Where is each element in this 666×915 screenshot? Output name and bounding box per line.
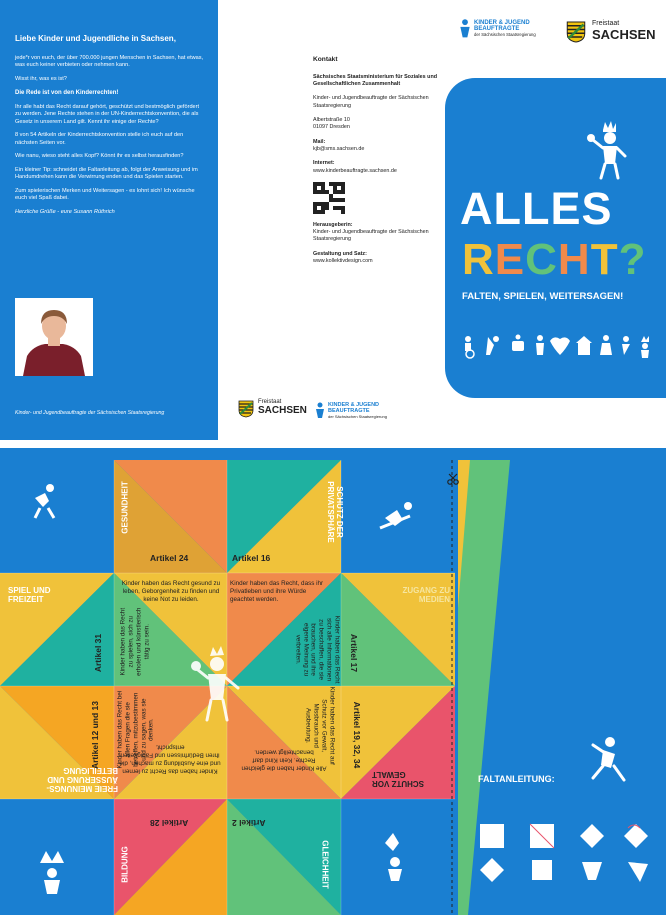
letter-paragraph: Ein kleiner Tip: schneidet die Faltanleitung ab, folgt der Anweisung und im Handumdrehen kann die Verwirrung enden und das Spielen starten. xyxy=(15,166,198,181)
contact-design xyxy=(313,251,438,266)
letter-paragraph: Zum spielerischen Merken und Weitersagen - es lohnt sich! Ich wünsche euch viel Spaß dabei. xyxy=(15,187,195,202)
contact-panel xyxy=(218,0,442,440)
cover-subtitle: FALTEN, SPIELEN, WEITERSAGEN! xyxy=(462,291,624,302)
kjb-line1: KINDER & JUGEND xyxy=(474,20,530,26)
article-17-label: Artikel 17 xyxy=(349,633,359,673)
category-meinung: FREIE MEINUNGS-ÄUSSERUNG UND BETEILIGUNG xyxy=(46,766,118,793)
contact-heading: Kontakt xyxy=(313,56,338,63)
letter-title: Liebe Kinder und Jugendliche in Sachsen, xyxy=(15,34,176,43)
portrait-caption: Kinder- und Jugendbeauftragte der Sächsischen Staatsregierung xyxy=(15,410,165,416)
child-figure-icon xyxy=(314,402,326,418)
mail-address[interactable]: kjb@sms.sachsen.de xyxy=(313,145,365,152)
folding-instructions xyxy=(480,824,648,882)
folding-instructions-title: FALTANLEITUNG: xyxy=(478,774,555,784)
title-letter: C xyxy=(525,235,558,284)
article-16-text: Kinder haben das Recht, dass ihr Privatleben und ihre Würde geachtet werden. xyxy=(230,580,324,603)
category-gleichheit: GLEICHHEIT xyxy=(320,840,330,889)
letter-paragraph: 8 von 54 Artikeln der Kinderrechtskonvention stelle ich euch auf den nächsten Seiten vor. xyxy=(15,132,184,146)
contact-publisher xyxy=(313,222,438,244)
article-19-32-34-label: Artikel 19, 32, 34 xyxy=(352,701,362,769)
internet-label: Internet: xyxy=(313,160,335,167)
sachsen-label: SACHSEN xyxy=(592,27,656,42)
contact-ministry: Sächsisches Staatsministerium für Soziales und Gesellschaftlichen Zusammenhalt xyxy=(313,73,438,88)
coat-of-arms-icon xyxy=(238,400,254,418)
article-17-text: Kinder haben das Recht sich alle Informationen zu beschaffen, die sie brauchen, und ihre eigene Meinung zu verbreiten. xyxy=(294,615,341,684)
letter-paragraph: Ihr alle habt das Recht darauf gehört, geschützt und bestmöglich gefördert zu werden. Jene Rechte stehen in der UN-Kinderrechtskonvention, die als Gesetz in unserem Land gilt. Kennt ihr einige der Rechte? xyxy=(15,103,200,125)
article-24-text: Kinder haben das Recht gesund zu leben, Geborgenheit zu finden und keine Not zu leiden. xyxy=(121,580,221,603)
kjb-line2: BEAUFTRAGTE xyxy=(328,407,370,414)
scissors-icon xyxy=(448,474,458,484)
letter-paragraph: Wisst ihr, was es ist? xyxy=(15,75,67,82)
sachsen-logo-cover xyxy=(566,20,656,49)
crowned-child-icon xyxy=(585,120,630,180)
title-letter: E xyxy=(494,235,526,284)
article-16-label: Artikel 16 xyxy=(232,553,271,563)
publisher-label: Herausgeberin: xyxy=(313,221,353,228)
pictogram-row xyxy=(460,333,655,359)
cover-title-alles: ALLES xyxy=(460,183,613,234)
internet-url[interactable]: www.kinderbeauftragte.sachsen.de xyxy=(313,167,397,174)
kjb-line1: KINDER & JUGEND xyxy=(328,402,380,408)
kjb-line2: BEAUFTRAGTE xyxy=(474,26,520,33)
article-31-label: Artikel 31 xyxy=(93,633,103,673)
letter-signature: Herzliche Grüße - eure Susann Rüthrich xyxy=(15,209,115,215)
kjb-logo-small xyxy=(314,402,424,423)
category-privatsphaere: SCHUTZ DER PRIVATSPHÄRE xyxy=(326,481,344,543)
letter-highlight: Die Rede ist von den Kinderrechten! xyxy=(15,90,119,97)
fortune-teller-sheet xyxy=(0,448,666,915)
article-24-label: Artikel 24 xyxy=(150,553,189,563)
title-letter: R xyxy=(462,235,495,284)
article-12-13-label: Artikel 12 und 13 xyxy=(90,700,100,770)
category-bildung: BILDUNG xyxy=(120,846,130,883)
portrait-photo xyxy=(15,298,93,376)
title-letter: H xyxy=(557,235,591,284)
article-31-text: Kinder haben das Recht zu spielen, sich zu erholen und künstlerisch tätig zu sein. xyxy=(119,607,150,676)
sachsen-label: SACHSEN xyxy=(258,405,307,416)
letter-paragraph: jede*r von euch, der über 700.000 jungen Menschen in Sachsen, hat etwas, was euch keiner verbieten oder nehmen kann. xyxy=(15,54,204,69)
contact-street: Albertstraße 10 xyxy=(313,117,350,124)
article-2-label: Artikel 2 xyxy=(232,818,266,828)
category-gewalt: SCHUTZ VOR GEWALT xyxy=(372,770,424,788)
contact-city: 01097 Dresden xyxy=(313,124,350,131)
letter-text xyxy=(15,34,205,223)
qr-code xyxy=(313,182,345,214)
publisher-name: Kinder- und Jugendbeauftragte der Sächsischen Staatsregierung xyxy=(313,229,429,243)
article-12-13-text: Kinder haben das Recht bei allen Fragen die sie betreffen, mitzubestimmen und zu sagen, was sie denken. xyxy=(116,690,155,769)
letter-panel xyxy=(0,0,218,440)
article-28-text: Kinder haben das Recht zu lernen und eine Ausbildung zu machen, die ihren Bedürfnissen und Fähigkeiten entspricht. xyxy=(119,743,221,775)
category-gesundheit: GESUNDHEIT xyxy=(120,481,130,534)
article-2-text: Alle Kinder haben die gleichen Rechte. Kein Kind darf benachteiligt werden. xyxy=(241,748,327,772)
category-medien: ZUGANG ZU MEDIEN xyxy=(402,586,450,604)
title-letter: ? xyxy=(618,235,647,284)
contact-info xyxy=(313,56,438,272)
contact-office: Kinder- und Jugendbeauftragte der Sächsischen Staatsregierung xyxy=(313,95,429,109)
contact-mail xyxy=(313,139,438,154)
article-28-label: Artikel 28 xyxy=(150,818,189,828)
title-letter: T xyxy=(590,235,619,284)
design-label: Gestaltung und Satz: xyxy=(313,250,367,257)
article-19-32-34-text: Kinder haben das Recht auf Schutz vor Gewalt, Missbrauch und Ausbeutung. xyxy=(305,686,336,765)
child-figure-icon xyxy=(458,18,472,38)
freistaat-label: Freistaat xyxy=(258,399,282,405)
coat-of-arms-icon xyxy=(566,20,586,44)
sachsen-logo-small xyxy=(238,399,307,423)
kjb-line3: der Sächsischen Staatsregierung xyxy=(328,413,387,419)
mail-label: Mail: xyxy=(313,138,326,145)
letter-paragraph: Wie nanu, wieso steht alles Kopf? Könnt ihr es selbst herausfinden? xyxy=(15,153,184,160)
cover-title-recht xyxy=(462,235,646,285)
kjb-line3: der Sächsischen Staatsregierung xyxy=(474,31,536,37)
freistaat-label: Freistaat xyxy=(592,20,620,27)
contact-address xyxy=(313,117,438,132)
contact-internet xyxy=(313,160,438,175)
kjb-logo-cover xyxy=(458,18,568,43)
design-url[interactable]: www.kollektivdesign.com xyxy=(313,258,373,265)
category-spiel-freizeit: SPIEL UND FREIZEIT xyxy=(8,586,51,604)
